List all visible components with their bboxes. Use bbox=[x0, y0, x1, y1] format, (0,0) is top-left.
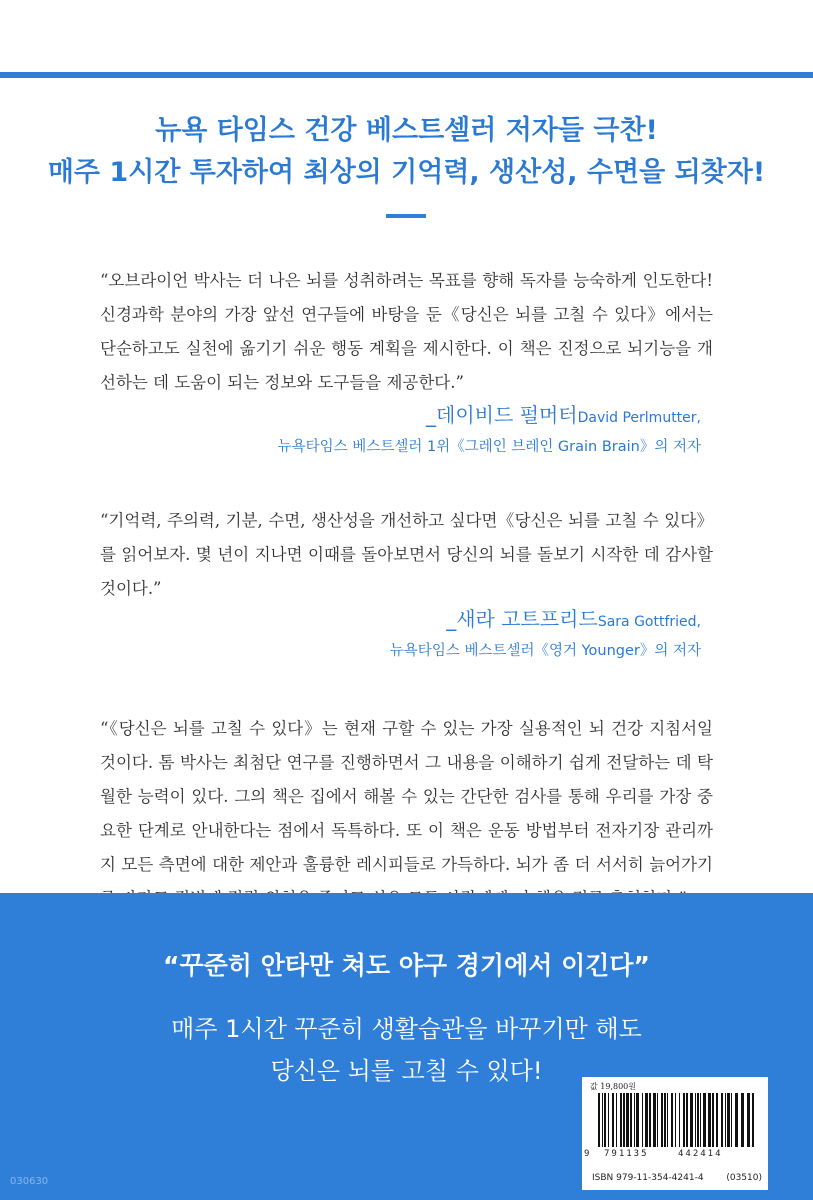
quote-1-text: “오브라이언 박사는 더 나은 뇌를 성취하려는 목표를 향해 독자를 능숙하게 인도한다! 신경과학 분야의 가장 앞선 연구들에 바탕을 둔《당신은 뇌를 고칠 수 있다》에서는 단순하고도 실천에 옮기기 쉬운 행동 계획을 제시한다. 이 책은 진정으로 뇌기능을 개선하는 데 도움이 되는 정보와 도구들을 제공한다.” bbox=[100, 271, 713, 392]
quote-1-author: _데이비드 펄머터 bbox=[426, 403, 578, 427]
headline-line-2: 매주 1시간 투자하여 최상의 기억력, 생산성, 수면을 되찾자! bbox=[47, 157, 766, 188]
price-label: 값 19,800원 bbox=[590, 1082, 636, 1091]
quote-2-source: 뉴욕타임스 베스트셀러《영거 Younger》의 저자 bbox=[389, 643, 701, 659]
quote-1-author-en: David Perlmutter, bbox=[577, 410, 701, 426]
quote-1-source: 뉴욕타임스 베스트셀러 1위《그레인 브레인 Grain Brain》의 저자 bbox=[277, 439, 701, 455]
barcode-digits-left: 791135 bbox=[604, 1149, 649, 1159]
barcode-digits-right: 442414 bbox=[678, 1149, 723, 1159]
barcode-digit-first: 9 bbox=[584, 1149, 590, 1159]
headline bbox=[0, 110, 813, 194]
divider-dash bbox=[386, 214, 426, 218]
corner-mark: 030630 bbox=[10, 1176, 49, 1187]
band-subtitle-line-1: 매주 1시간 꾸준히 생활습관을 바꾸기만 해도 bbox=[171, 1015, 642, 1043]
band-title: “꾸준히 안타만 쳐도 야구 경기에서 이긴다” bbox=[163, 951, 650, 980]
quote-2-attribution bbox=[390, 604, 701, 665]
quote-2-author-en: Sara Gottfried, bbox=[597, 614, 701, 630]
isbn-line bbox=[592, 1173, 762, 1183]
isbn-addon: (03510) bbox=[726, 1173, 762, 1183]
band-subtitle-line-2: 당신은 뇌를 고칠 수 있다! bbox=[270, 1057, 543, 1085]
barcode-icon bbox=[588, 1093, 762, 1151]
quote-3-text: “《당신은 뇌를 고칠 수 있다》는 현재 구할 수 있는 가장 실용적인 뇌 건강 지침서일 것이다. 톰 박사는 최첨단 연구를 진행하면서 그 내용을 이해하기 쉽게 전달하는 데 탁월한 능력이 있다. 그의 책은 집에서 해볼 수 있는 간단한 검사를 통해 우리를 가장 중요한 단계로 안내한다는 점에서 독특하다. 또 이 책은 운동 방법부터 전자기장 관리까지 모든 측면에 대한 제안과 훌륭한 레시피들로 가득하다. 뇌가 좀 더 서서히 늙어가기 bbox=[100, 719, 713, 874]
headline-line-1: 뉴욕 타임스 건강 베스트셀러 저자들 극찬! bbox=[155, 115, 658, 146]
quote-2-text: “기억력, 주의력, 기분, 수면, 생산성을 개선하고 싶다면《당신은 뇌를 고칠 수 있다》를 읽어보자. 몇 년이 지나면 이때를 돌아보면서 당신의 뇌를 돌보기 시작한 데 감사할 것이다.” bbox=[100, 511, 713, 598]
top-blue-rule bbox=[0, 72, 813, 78]
quote-2-author: _새라 고트프리드 bbox=[446, 607, 598, 631]
barcode-box bbox=[582, 1077, 768, 1190]
quote-1-attribution bbox=[278, 400, 701, 461]
isbn-number: ISBN 979-11-354-4241-4 bbox=[592, 1173, 704, 1183]
